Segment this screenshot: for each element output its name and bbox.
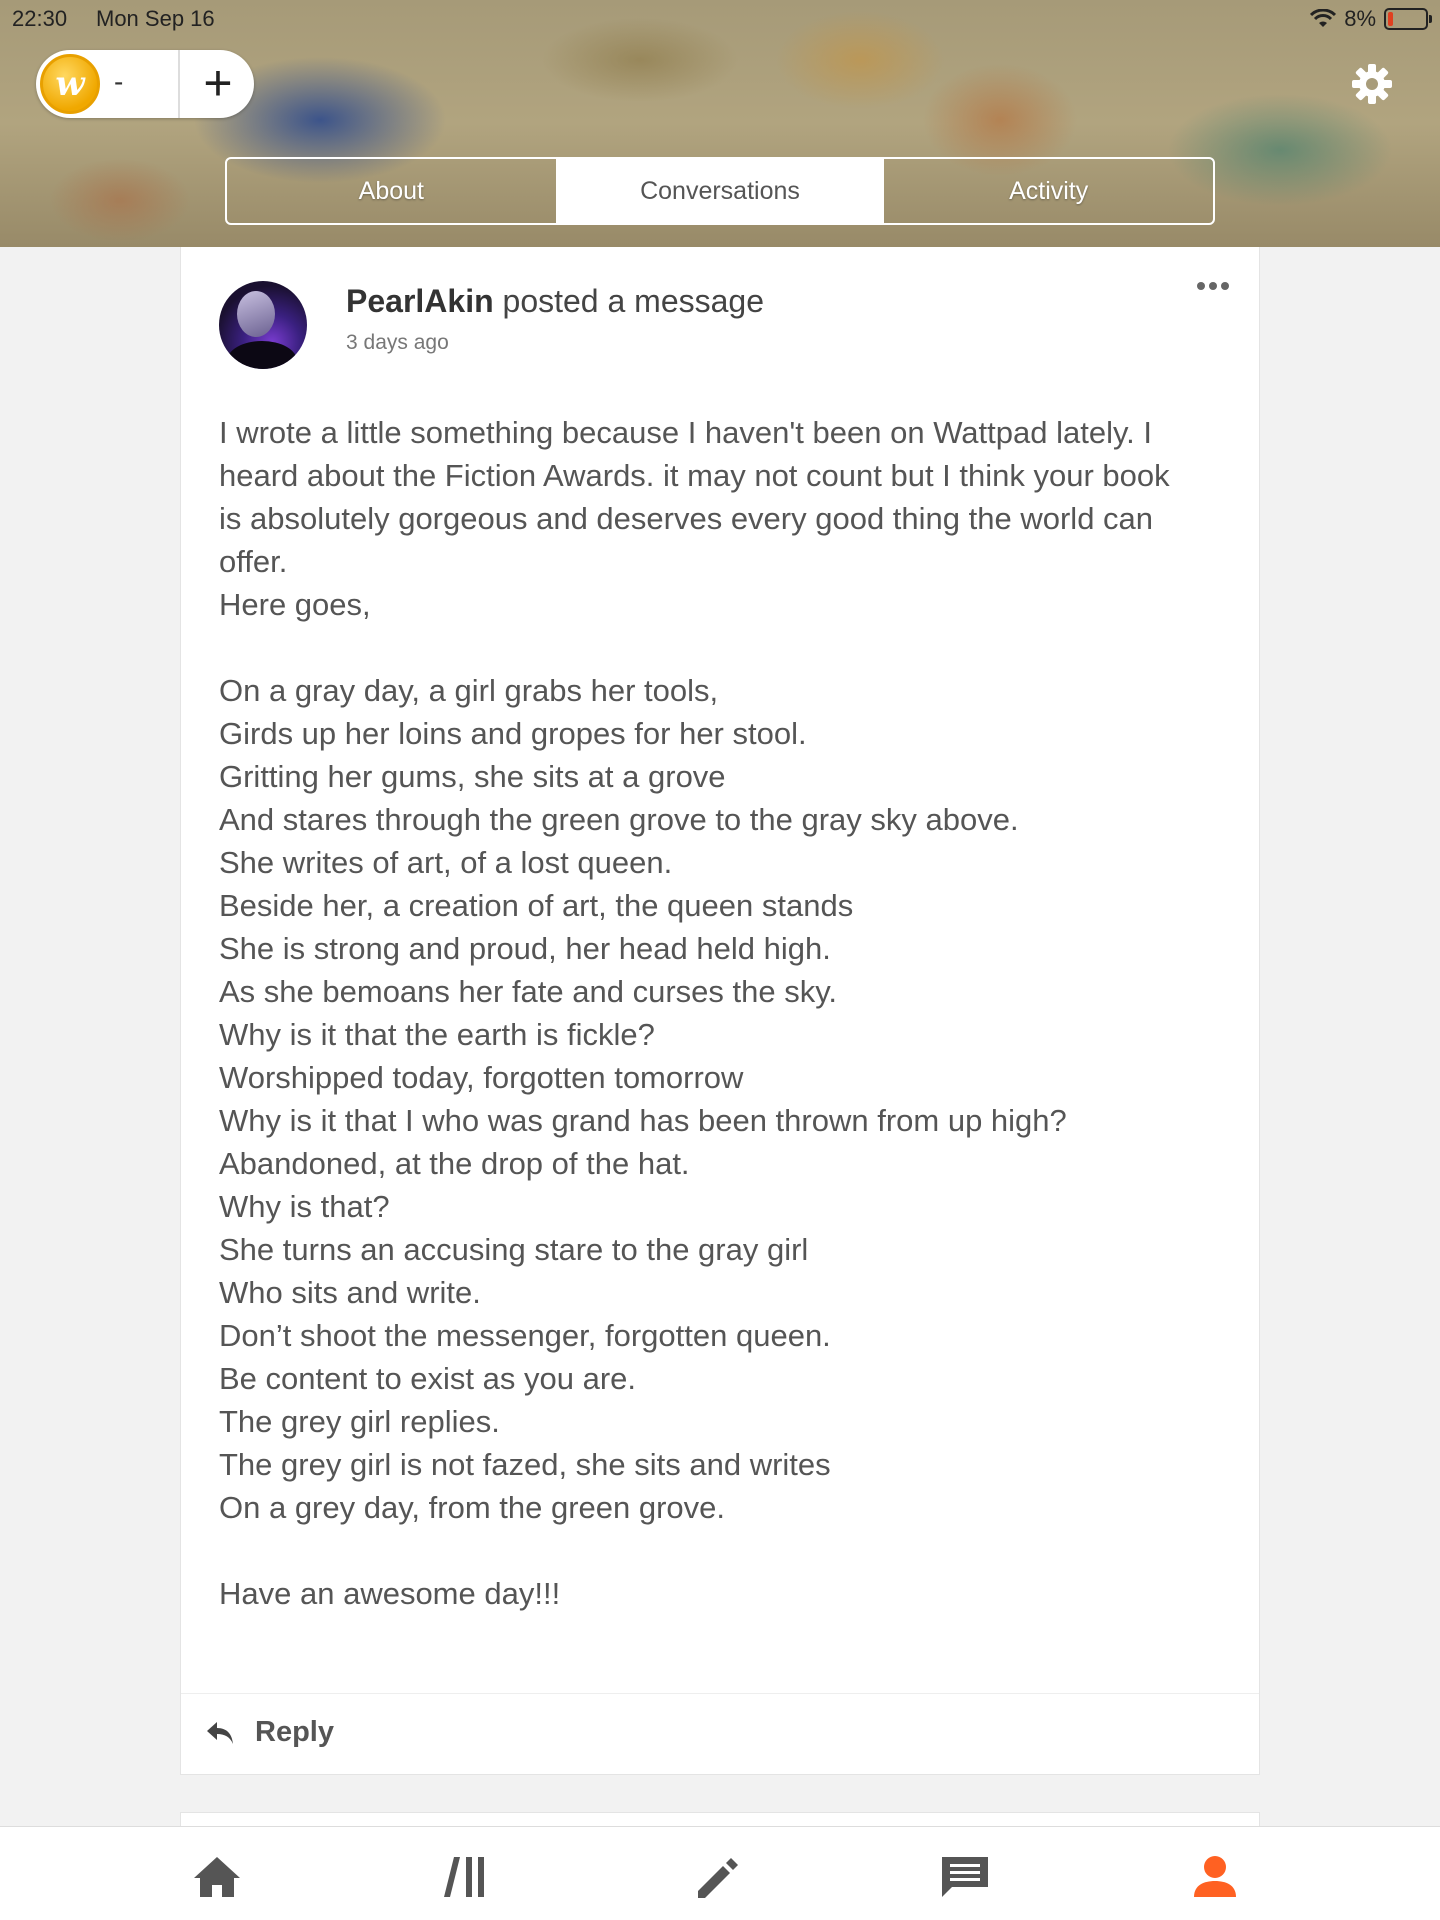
write-pencil-icon[interactable]: [690, 1851, 744, 1901]
profile-icon[interactable]: [1188, 1851, 1242, 1901]
post-body: [219, 411, 1229, 1615]
post-line: The grey girl replies.: [219, 1404, 500, 1439]
post-line: As she bemoans her fate and curses the sky.: [219, 974, 838, 1009]
post-line: She turns an accusing stare to the gray girl: [219, 1232, 809, 1267]
post-line: On a gray day, a girl grabs her tools,: [219, 673, 719, 708]
status-date: Mon Sep 16: [96, 6, 215, 31]
reply-arrow-icon: [205, 1720, 235, 1746]
more-options-icon[interactable]: [1197, 277, 1237, 289]
bottom-nav: [0, 1826, 1440, 1920]
tab-activity[interactable]: Activity: [1009, 177, 1089, 205]
message-card: [180, 247, 1260, 1775]
gear-icon[interactable]: [1350, 62, 1394, 106]
post-line: [219, 626, 1229, 669]
post-timestamp: 3 days ago: [346, 331, 449, 354]
post-header: [346, 283, 764, 320]
post-line: Abandoned, at the drop of the hat.: [219, 1146, 690, 1181]
status-right: [1310, 6, 1428, 32]
post-line: Be content to exist as you are.: [219, 1361, 637, 1396]
post-author[interactable]: PearlAkin: [346, 283, 494, 319]
tab-about[interactable]: About: [358, 177, 424, 205]
post-line: I wrote a little something because I haven't been on Wattpad lately. I: [219, 415, 1153, 450]
post-line: heard about the Fiction Awards. it may not count but I think your book: [219, 458, 1170, 493]
coin-divider: [178, 50, 180, 118]
coin-icon: w: [40, 54, 100, 114]
post-line: She is strong and proud, her head held high.: [219, 931, 831, 966]
avatar[interactable]: [219, 281, 307, 369]
post-line: Why is it that the earth is fickle?: [219, 1017, 655, 1052]
post-line: The grey girl is not fazed, she sits and writes: [219, 1447, 831, 1482]
tab-conversations[interactable]: Conversations: [556, 159, 885, 223]
messages-icon[interactable]: [938, 1851, 992, 1901]
post-line: Beside her, a creation of art, the queen stands: [219, 888, 854, 923]
post-line: Have an awesome day!!!: [219, 1576, 561, 1611]
post-line: Worshipped today, forgotten tomorrow: [219, 1060, 744, 1095]
post-line: On a grey day, from the green grove.: [219, 1490, 726, 1525]
post-line: is absolutely gorgeous and deserves every good thing the world can: [219, 501, 1154, 536]
home-icon[interactable]: [190, 1851, 244, 1901]
coin-count: -: [114, 66, 124, 97]
post-line: Girds up her loins and gropes for her stool.: [219, 716, 807, 751]
coin-balance-pill[interactable]: [36, 50, 254, 118]
post-line: [219, 1529, 1229, 1572]
post-line: Why is it that I who was grand has been thrown from up high?: [219, 1103, 1067, 1138]
post-line: Why is that?: [219, 1189, 390, 1224]
reply-bar[interactable]: [181, 1693, 1259, 1775]
battery-icon: [1384, 8, 1428, 30]
post-action: posted a message: [493, 283, 765, 319]
post-line: Who sits and write.: [219, 1275, 481, 1310]
battery-percent: 8%: [1344, 6, 1376, 31]
status-bar: [0, 0, 1440, 38]
reply-button-label[interactable]: Reply: [255, 1716, 334, 1748]
post-line: And stares through the green grove to the gray sky above.: [219, 802, 1019, 837]
status-time: 22:30: [12, 6, 68, 31]
library-icon[interactable]: [440, 1851, 494, 1901]
wifi-icon: [1310, 9, 1336, 29]
post-line: Gritting her gums, she sits at a grove: [219, 759, 726, 794]
post-line: offer.: [219, 544, 288, 579]
profile-banner: [0, 0, 1440, 247]
add-coins-button[interactable]: +: [203, 55, 233, 111]
post-line: Don’t shoot the messenger, forgotten queen.: [219, 1318, 831, 1353]
post-line: She writes of art, of a lost queen.: [219, 845, 673, 880]
profile-tabs: [225, 157, 1215, 225]
post-line: Here goes,: [219, 587, 371, 622]
